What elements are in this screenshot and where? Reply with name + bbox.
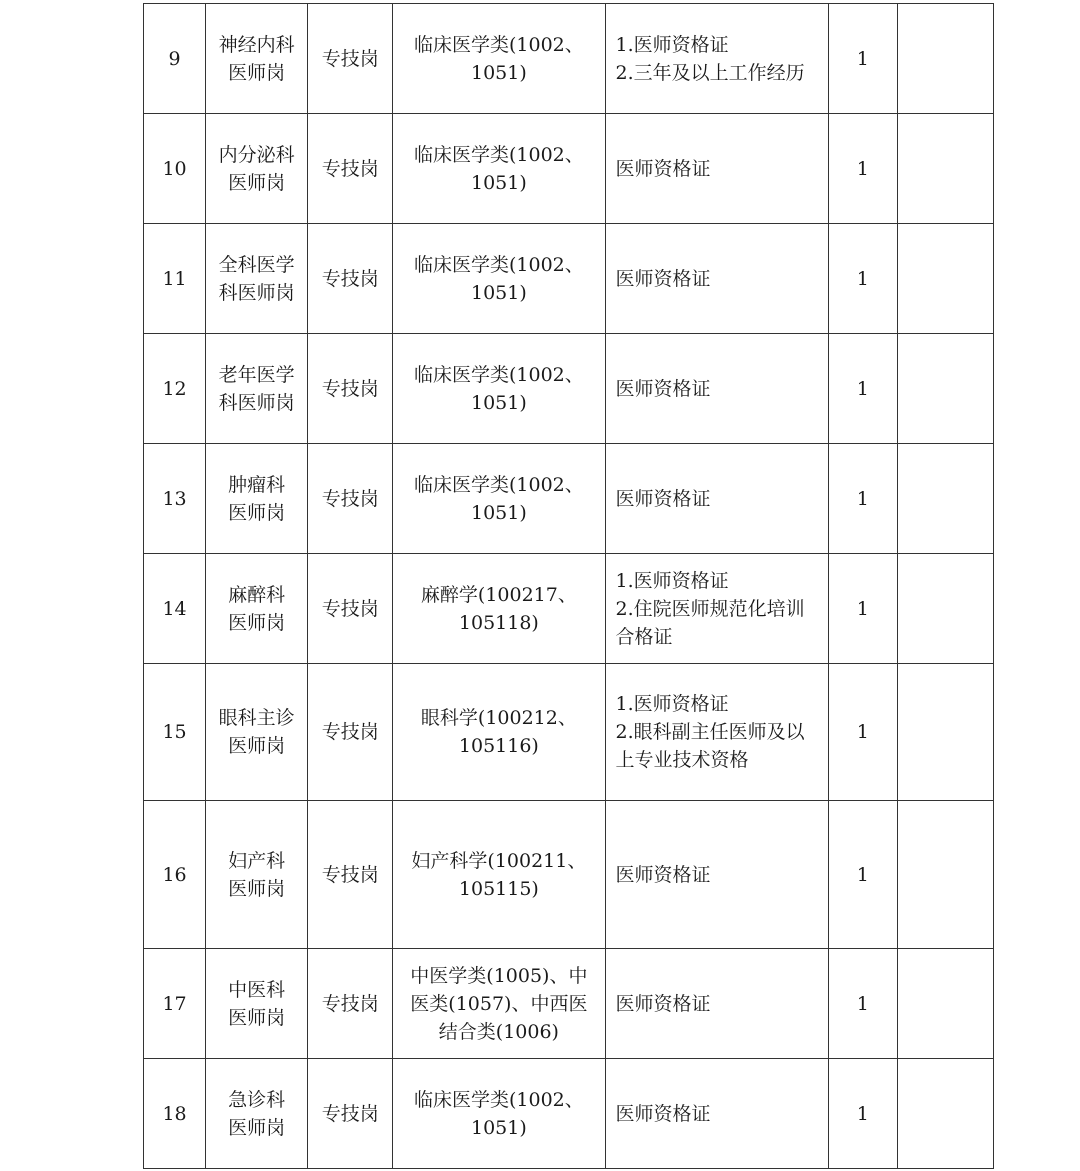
other-requirements [605, 4, 828, 114]
major-requirement-line: 105116) [458, 735, 539, 757]
major-requirement-line: 医类(1057)、中西医 [410, 992, 588, 1015]
other-requirements [605, 1059, 828, 1169]
remarks [897, 4, 993, 114]
row-number: 13 [144, 444, 206, 554]
positions-table [143, 3, 994, 1169]
headcount: 1 [828, 114, 897, 224]
row-number: 9 [144, 4, 206, 114]
other-requirements-line: 合格证 [615, 625, 673, 648]
other-requirements [605, 444, 828, 554]
other-requirements-line: 医师资格证 [615, 992, 711, 1015]
other-requirements-line: 1.医师资格证 [615, 33, 729, 56]
remarks [897, 801, 993, 949]
major-requirement-line: 临床医学类(1002、 [413, 33, 584, 56]
major-requirement-line: 眼科学(100212、 [420, 707, 577, 729]
post-name-line: 麻醉科 [228, 583, 286, 606]
other-requirements [605, 114, 828, 224]
major-requirement [393, 224, 605, 334]
post-name [206, 444, 308, 554]
other-requirements-line: 上专业技术资格 [615, 749, 749, 771]
major-requirement [393, 664, 605, 801]
post-type: 专技岗 [308, 554, 393, 664]
major-requirement-line: 1051) [470, 171, 527, 194]
post-type: 专技岗 [308, 444, 393, 554]
row-number: 17 [144, 949, 206, 1059]
row-number: 14 [144, 554, 206, 664]
major-requirement-line: 临床医学类(1002、 [413, 1088, 584, 1111]
major-requirement-line: 妇产科学(100211、 [411, 849, 587, 872]
row-number: 10 [144, 114, 206, 224]
headcount: 1 [828, 334, 897, 444]
post-type: 专技岗 [308, 334, 393, 444]
major-requirement-line: 麻醉学(100217、 [420, 583, 577, 606]
post-name-line: 老年医学 [218, 363, 295, 386]
post-name-line: 妇产科 [228, 849, 286, 872]
row-number: 12 [144, 334, 206, 444]
other-requirements-line: 医师资格证 [615, 267, 711, 290]
major-requirement [393, 114, 605, 224]
post-type: 专技岗 [308, 114, 393, 224]
post-name [206, 1059, 308, 1169]
table-body [144, 4, 994, 1169]
post-name-line: 肿瘤科 [228, 473, 286, 496]
post-name-line: 医师岗 [228, 735, 286, 757]
other-requirements-line: 1.医师资格证 [615, 693, 729, 715]
major-requirement [393, 444, 605, 554]
post-name-line: 医师岗 [228, 877, 286, 900]
row-number: 11 [144, 224, 206, 334]
major-requirement-line: 1051) [470, 501, 527, 524]
table-row [144, 224, 994, 334]
remarks [897, 554, 993, 664]
post-name-line: 医师岗 [228, 501, 286, 524]
remarks [897, 334, 993, 444]
major-requirement-line: 中医学类(1005)、中 [410, 964, 588, 987]
post-name-line: 全科医学 [218, 253, 295, 276]
remarks [897, 949, 993, 1059]
headcount: 1 [828, 1059, 897, 1169]
remarks [897, 1059, 993, 1169]
other-requirements-line: 医师资格证 [615, 377, 711, 400]
post-type: 专技岗 [308, 949, 393, 1059]
post-type: 专技岗 [308, 801, 393, 949]
table-row [144, 1059, 994, 1169]
post-name-line: 医师岗 [228, 611, 286, 634]
post-name-line: 医师岗 [228, 61, 286, 84]
row-number: 18 [144, 1059, 206, 1169]
post-type: 专技岗 [308, 1059, 393, 1169]
post-name [206, 224, 308, 334]
table-row [144, 334, 994, 444]
table-row [144, 801, 994, 949]
other-requirements [605, 224, 828, 334]
other-requirements-line: 2.住院医师规范化培训 [615, 597, 805, 620]
post-name [206, 949, 308, 1059]
headcount: 1 [828, 949, 897, 1059]
major-requirement-line: 1051) [470, 281, 527, 304]
other-requirements [605, 664, 828, 801]
other-requirements-line: 医师资格证 [615, 487, 711, 510]
major-requirement [393, 1059, 605, 1169]
post-name-line: 急诊科 [228, 1088, 286, 1111]
post-name-line: 医师岗 [228, 1006, 286, 1029]
major-requirement-line: 临床医学类(1002、 [413, 363, 584, 386]
major-requirement-line: 1051) [470, 1116, 527, 1139]
major-requirement-line: 1051) [470, 391, 527, 414]
row-number: 15 [144, 664, 206, 801]
other-requirements-line: 医师资格证 [615, 1102, 711, 1125]
major-requirement-line: 1051) [470, 61, 527, 84]
table-row [144, 554, 994, 664]
other-requirements-line: 医师资格证 [615, 157, 711, 180]
post-name-line: 医师岗 [228, 171, 286, 194]
post-name-line: 眼科主诊 [218, 707, 295, 729]
major-requirement-line: 105115) [458, 877, 539, 900]
other-requirements-line: 2.三年及以上工作经历 [615, 61, 805, 84]
post-type: 专技岗 [308, 4, 393, 114]
major-requirement [393, 949, 605, 1059]
remarks [897, 444, 993, 554]
other-requirements [605, 949, 828, 1059]
major-requirement-line: 临床医学类(1002、 [413, 253, 584, 276]
other-requirements [605, 334, 828, 444]
post-name [206, 4, 308, 114]
headcount: 1 [828, 664, 897, 801]
table-row [144, 114, 994, 224]
headcount: 1 [828, 801, 897, 949]
other-requirements-line: 医师资格证 [615, 863, 711, 886]
major-requirement [393, 4, 605, 114]
post-name [206, 554, 308, 664]
headcount: 1 [828, 224, 897, 334]
post-name [206, 114, 308, 224]
other-requirements-line: 2.眼科副主任医师及以 [615, 721, 805, 743]
remarks [897, 224, 993, 334]
post-name-line: 中医科 [228, 978, 286, 1001]
major-requirement [393, 334, 605, 444]
major-requirement-line: 临床医学类(1002、 [413, 473, 584, 496]
post-name-line: 医师岗 [228, 1116, 286, 1139]
post-name [206, 664, 308, 801]
major-requirement-line: 105118) [458, 611, 539, 634]
headcount: 1 [828, 444, 897, 554]
remarks [897, 114, 993, 224]
major-requirement [393, 554, 605, 664]
table-row [144, 4, 994, 114]
headcount: 1 [828, 4, 897, 114]
post-name-line: 内分泌科 [218, 143, 295, 166]
post-type: 专技岗 [308, 224, 393, 334]
table-row [144, 664, 994, 801]
headcount: 1 [828, 554, 897, 664]
major-requirement-line: 临床医学类(1002、 [413, 143, 584, 166]
major-requirement-line: 结合类(1006) [438, 1020, 559, 1043]
remarks [897, 664, 993, 801]
post-name [206, 334, 308, 444]
other-requirements [605, 554, 828, 664]
post-type: 专技岗 [308, 664, 393, 801]
post-name [206, 801, 308, 949]
row-number: 16 [144, 801, 206, 949]
post-name-line: 科医师岗 [218, 391, 295, 414]
table-row [144, 444, 994, 554]
post-name-line: 神经内科 [218, 33, 295, 56]
post-name-line: 科医师岗 [218, 281, 295, 304]
other-requirements [605, 801, 828, 949]
table-row [144, 949, 994, 1059]
major-requirement [393, 801, 605, 949]
other-requirements-line: 1.医师资格证 [615, 569, 729, 592]
